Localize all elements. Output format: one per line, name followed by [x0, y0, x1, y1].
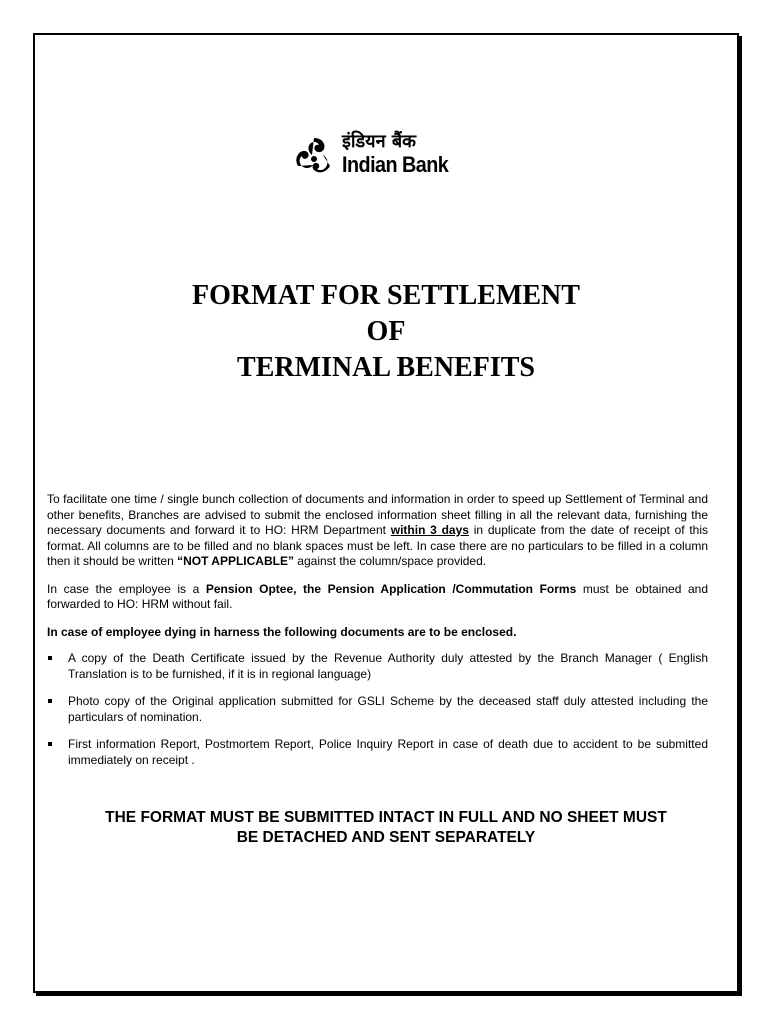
title-line-2: OF [366, 316, 406, 347]
footer-line-2: BE DETACHED AND SENT SEPARATELY [236, 829, 536, 846]
list-item-text: Photo copy of the Original application submitted for GSLI Scheme by the deceased staff duly attested including the particulars of nomination. [68, 694, 708, 724]
pension-text-1: In case the employee is a [47, 581, 206, 596]
indian-bank-logo-icon [292, 136, 336, 176]
logo-english-text: Indian Bank [342, 152, 449, 177]
list-item-text: A copy of the Death Certificate issued by the Revenue Authority duly attested by the Branch Manager ( English Translation is to be furnished, if it is in regional language) [68, 651, 708, 681]
intro-text-3: against the column/space provided. [293, 554, 487, 568]
footer-warning [35, 808, 737, 848]
documents-list [47, 651, 708, 768]
title-line-1: FORMAT FOR SETTLEMENT [192, 280, 580, 311]
bullet-icon [48, 699, 52, 703]
title-line-3: TERMINAL BENEFITS [237, 352, 535, 383]
list-item [47, 694, 708, 725]
logo-hindi-text: इंडियन बैंक [342, 131, 416, 152]
list-item [47, 651, 708, 682]
death-heading-text: In case of employee dying in harness the following documents are to be enclosed. [47, 624, 517, 639]
pension-text-2: must be obtained and forwarded to HO: HRM without fail. [47, 581, 708, 611]
list-item-text: First information Report, Postmortem Report, Police Inquiry Report in case of death due to accident to be submitted immediately on receipt . [68, 737, 708, 767]
not-applicable-text: “NOT APPLICABLE” [177, 554, 294, 568]
instructions-body [47, 492, 708, 780]
death-heading [47, 625, 708, 641]
footer-line-1: THE FORMAT MUST BE SUBMITTED INTACT IN FULL AND NO SHEET MUST [105, 809, 667, 826]
document-title [35, 278, 737, 386]
indian-bank-logo [292, 132, 472, 180]
intro-text-1: To facilitate one time / single bunch collection of documents and information in order to speed up Settlement of Terminal and other benefits, Branches are advised to submit the enclosed information sheet filling in all the relevant data, furnishing the necessary documents and forward it to HO: HRM Department [47, 492, 708, 537]
bullet-icon [48, 742, 52, 746]
deadline-text: within 3 days [390, 523, 469, 537]
intro-paragraph [47, 492, 708, 570]
pension-paragraph [47, 582, 708, 613]
pension-bold-text: Pension Optee, the Pension Application /Commutation Forms [205, 581, 577, 596]
intro-text-2: in duplicate from the date of receipt of this format. All columns are to be filled and no blank spaces must be left. In case there are no particulars to be filled in a column then it should be written [47, 523, 709, 568]
list-item [47, 737, 708, 768]
bullet-icon [48, 656, 52, 660]
